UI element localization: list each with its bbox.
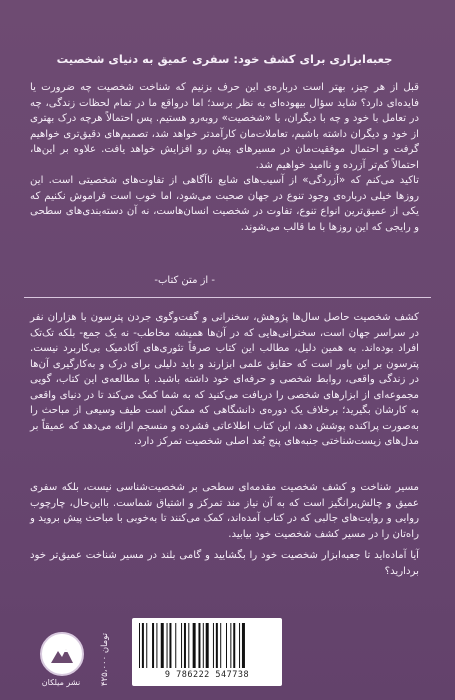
barcode-bar	[216, 623, 218, 668]
barcode-bar	[206, 623, 209, 668]
barcode-bar	[226, 623, 227, 668]
barcode-bar	[156, 623, 157, 668]
barcode-bar	[139, 623, 140, 668]
source-label: - از متن کتاب-	[154, 275, 215, 286]
barcode-bar	[175, 623, 176, 668]
price-label: ۴۲۵،۰۰۰ تومان	[100, 633, 110, 686]
barcode	[132, 618, 282, 686]
barcode-bar	[213, 623, 214, 668]
cover-heading: جعبه‌ابزاری برای کشف خود: سفری عمیق به دنیای شخصیت	[56, 52, 393, 66]
second-paragraph: تاکید می‌کنم که «آزردگی» از آسیب‌های شایع ناآگاهی از تفاوت‌های شخصیتی است. این روزها خیلی درباره‌ی وجود تنوع در جهان صحبت می‌شود، اما خوب است فراموش نکنیم که یکی از عمیق‌ترین انواع تنوع، تفاوت در شخصیت انسان‌هاست، نه آن دسته‌بندی‌های سطحی و رایجی که این روزها با ما قالب می‌شوند.	[30, 175, 419, 233]
barcode-bar	[242, 623, 245, 668]
publisher-name: نشر میلکان	[41, 678, 81, 687]
divider	[24, 297, 431, 298]
mountain-icon	[49, 641, 75, 667]
barcode-bar	[230, 623, 231, 668]
barcode-bar	[239, 623, 240, 668]
barcode-bar	[233, 623, 235, 668]
closing-question: آیا آماده‌اید تا جعبه‌ابزار شخصیت خود را بگشایید و گامی بلند در مسیر شناخت عمیق‌تر خود بردارید؟	[30, 550, 419, 577]
description-paragraph: کشف شخصیت حاصل سال‌ها پژوهش، سخنرانی و گفت‌وگوی جردن پترسون با هزاران نفر در سراسر جهان است، سخنرانی‌هایی که در آن‌ها همیشه مخاطب- نه یک جمع- بلکه تک‌تک افراد بوده‌اند. به همین دلیل، مطالب این کتاب صرفاً تئوری‌های آکادمیک بی‌کاربرد نیست. پترسون بر این باور است که حقایق علمی ابزارند و باید دلیلی برای درک و به‌کارگیری آن‌ها در زندگی واقعی، روابط شخصی و حرفه‌ای خود داشته باشید. با مطالعه‌ی این کتاب، گویی مجموعه‌ای از ابزارهای شخصی را دریافت می‌کنید که به شما کمک می‌کند تا در دنیای واقعی به کارشان بگیرید؛ برخلاف یک دوره‌ی دانشگاهی که ممکن است طیف وسیعی از مباحث را به‌صورت پراکنده پوشش دهد، این کتاب اطلاعاتی فشرده و منسجم ارائه می‌دهد که عمیقاً بر مدل‌های زیست‌شناختی جنبه‌های پنج بُعد اصلی شخصیت تمرکز دارد.	[30, 312, 419, 447]
barcode-bar	[152, 623, 154, 668]
intro-paragraph: قبل از هر چیز، بهتر است درباره‌ی این حرف بزنیم که شناخت شخصیت چه ضرورت یا فایده‌ای دارد؟ شاید سؤال بیهوده‌ای به نظر برسد؛ اما درواقع ما در تمام لحظات زندگی، چه در تعامل با خود و چه با دیگران، با «شخصیت» روبه‌رو هستیم. پس احتمالاً هرچه درک بهتری از خود و دیگران داشته باشیم، تعاملات‌مان کارآمدتر خواهد شد، تصمیم‌های دقیق‌تری خواهیم گرفت و احتمال موفقیت‌مان در مسیرهای پیش رو افزایش خواهد یافت. علاوه بر این‌ها، احتمالاً کم‌تر آزرده و ناامید خواهیم شد.	[30, 82, 419, 171]
barcode-number: 9 786222 547738	[164, 670, 250, 680]
barcode-bar	[181, 623, 182, 668]
publisher-logo	[40, 632, 84, 676]
barcode-bar	[184, 623, 186, 668]
barcode-bar	[220, 623, 221, 668]
barcode-bar	[169, 623, 171, 668]
barcode-bar	[146, 623, 147, 668]
barcode-bar	[161, 623, 164, 668]
barcode-bar	[142, 623, 144, 668]
barcode-bar	[188, 623, 189, 668]
barcode-bar	[167, 623, 168, 668]
barcode-bar	[203, 623, 204, 668]
barcode-bar	[198, 623, 200, 668]
journey-paragraph: مسیر شناخت و کشف شخصیت مقدمه‌ای سطحی بر شخصیت‌شناسی نیست، بلکه سفری عمیق و چالش‌برانگیز است که به آن نیاز مند تمرکز و اشتیاق شماست. بااین‌حال، چارچوب روایی و روایت‌های جالبی که در کتاب آمده‌اند، کمک می‌کنند تا به‌خوبی با مباحث پیش بروید و راه‌تان را در مسیر کشف شخصیت خود بیابید.	[30, 482, 419, 540]
barcode-bar	[193, 623, 196, 668]
barcode-bars	[137, 623, 277, 668]
